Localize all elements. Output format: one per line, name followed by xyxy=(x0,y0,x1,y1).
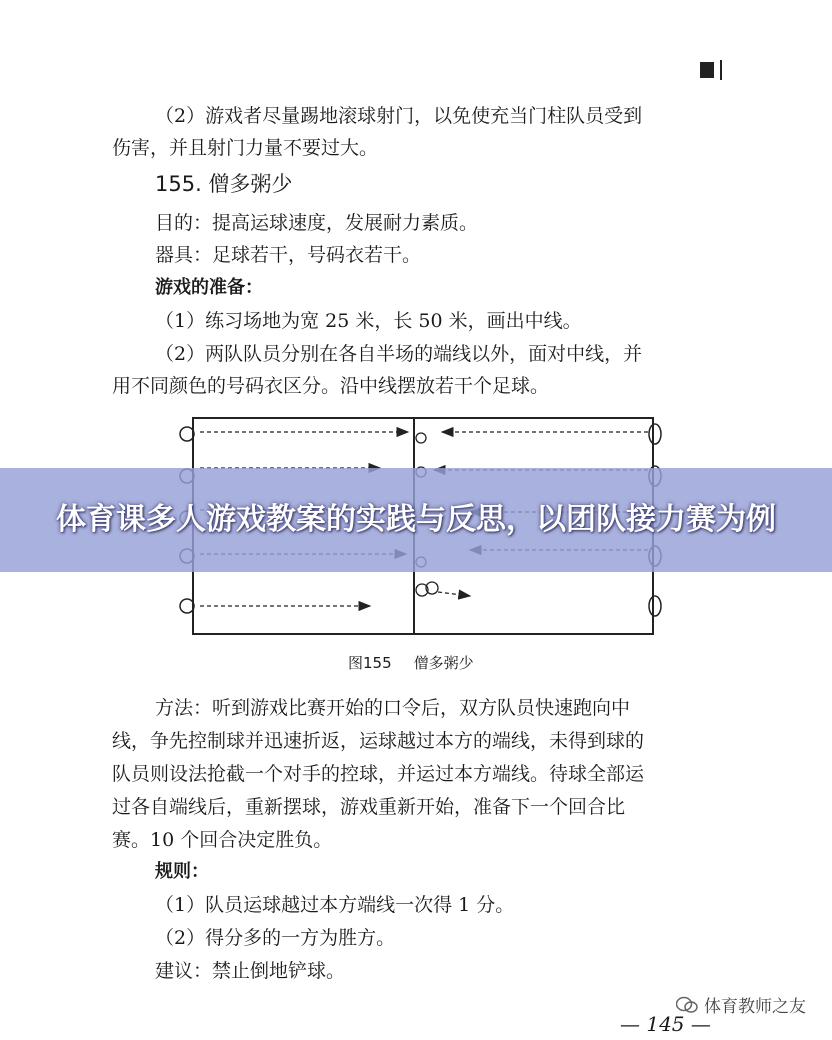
figure-title: 僧多粥少 xyxy=(413,654,474,672)
method-line-4: 过各自端线后，重新摆球，游戏重新开始，准备下一个回合比 xyxy=(112,796,626,818)
text-line-2: 伤害，并且射门力量不要过大。 xyxy=(112,137,379,159)
purpose-line: 目的：提高运球速度，发展耐力素质。 xyxy=(155,212,479,234)
prep-item-1: （1）练习场地为宽 25 米，长 50 米，画出中线。 xyxy=(155,310,582,332)
method-line-1: 方法：听到游戏比赛开始的口令后，双方队员快速跑向中 xyxy=(155,697,631,719)
text-line-1: （2）游戏者尽量踢地滚球射门，以免使充当门柱队员受到 xyxy=(155,105,643,127)
figure-caption xyxy=(348,652,496,673)
page-number: — 145 — xyxy=(620,1012,711,1036)
equipment-line: 器具：足球若干，号码衣若干。 xyxy=(155,244,422,266)
method-line-5: 赛。10 个回合决定胜负。 xyxy=(112,829,333,851)
corner-mark xyxy=(700,62,714,78)
corner-bar xyxy=(720,60,722,80)
banner-title: 体育课多人游戏教案的实践与反思，以团队接力赛为例 xyxy=(56,502,776,537)
rules-label: 规则： xyxy=(155,861,209,882)
method-line-3: 队员则设法抢截一个对手的控球，并运过本方端线。待球全部运 xyxy=(112,763,645,785)
watermark-text: 体育教师之友 xyxy=(704,997,806,1017)
prep-label: 游戏的准备： xyxy=(155,277,263,298)
suggestion-line: 建议：禁止倒地铲球。 xyxy=(155,960,346,982)
rule-2: （2）得分多的一方为胜方。 xyxy=(155,927,396,949)
prep-item-2b: 用不同颜色的号码衣区分。沿中线摆放若干个足球。 xyxy=(112,375,550,397)
method-line-2: 线，争先控制球并迅速折返，运球越过本方的端线，未得到球的 xyxy=(112,730,645,752)
section-title: 155. 僧多粥少 xyxy=(155,172,293,196)
figure-number: 图155 xyxy=(348,654,392,672)
prep-item-2a: （2）两队队员分别在各自半场的端线以外，面对中线，并 xyxy=(155,343,643,365)
rule-1: （1）队员运球越过本方端线一次得 1 分。 xyxy=(155,894,515,916)
wechat-icon xyxy=(676,996,698,1014)
title-banner xyxy=(0,468,832,572)
